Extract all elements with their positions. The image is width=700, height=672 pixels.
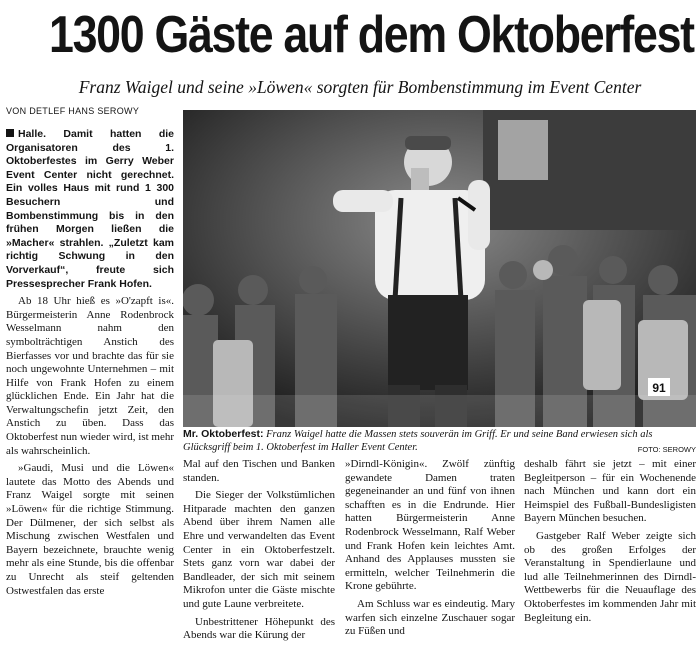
byline: VON DETLEF HANS SEROWY bbox=[6, 106, 140, 116]
paragraph: deshalb fährt sie jetzt – mit einer Begleitperson – für ein Wochenende nach München und kann dort ein Heimspiel des Fußball-Bundesligisten Bayern München besuchen. bbox=[524, 458, 696, 525]
article-column-2 bbox=[183, 458, 335, 668]
crowd-photo-icon bbox=[183, 110, 696, 427]
table-number-badge: 91 bbox=[652, 381, 666, 395]
article-column-1 bbox=[6, 128, 174, 668]
paragraph: Unbestrittener Höhepunkt des Abends war die Kürung der bbox=[183, 615, 335, 642]
caption-lead: Mr. Oktoberfest: bbox=[183, 428, 264, 440]
paragraph: Ab 18 Uhr hieß es »O'zapft is«. Bürgermeisterin Anne Rodenbrock Wesselmann nahm den symbolträchtigen Anstich des Bierfasses vor und brachte das für sie noch ungewohnte Unternehmen – mit Hilfe von Frank Hofen zu einem glücklichen Ende. Ein Jahr hat die Verwaltungschefin jetzt Zeit, den Anstich zu üben. Dass das Oktoberfest nun wieder wird, ist mehr als wahrscheinlich. bbox=[6, 295, 174, 457]
paragraph: Gastgeber Ralf Weber zeigte sich ob des großen Erfolges der Veranstaltung in Spendierlaune und lud alle Teilnehmerinnen des Dirndl-Wettbewerbs für die Neuauflage des Oktoberfestes im kommenden Jahr mit Begleitung ein. bbox=[524, 529, 696, 624]
photo-caption bbox=[183, 428, 696, 456]
lead-paragraph: Halle. Damit hatten die Organisatoren des 1. Oktoberfestes im Gerry Weber Event Center nicht gerechnet. Ein volles Haus mit rund 1 300 Besuchern und Bombenstimmung bis in den frühen Morgen ließen die »Macher« strahlen. „Zuletzt kam richtig Schwung in den Vorverkauf“, freute sich Pressesprecher Frank Hofen. bbox=[6, 128, 174, 290]
bullet-square-icon bbox=[6, 129, 14, 137]
photo-credit: FOTO: SEROWY bbox=[637, 445, 696, 454]
paragraph: »Dirndl-Königin«. Zwölf zünftig gewandete Damen traten gegeneinander an und fünf von ihnen schafften es in die Endrunde. Hier hatten Bürgermeisterin Anne Rodenbrock Wesselmann, Ralf Weber und Frank Hofen kein leichtes Amt. Anhand des Applauses mussten sie ermitteln, welcher Teilnehmerin die Krone gebührte. bbox=[345, 458, 515, 593]
paragraph: Am Schluss war es eindeutig. Mary warfen sich einzelne Zuschauer sogar zu Füßen und bbox=[345, 597, 515, 638]
event-photo bbox=[183, 110, 696, 427]
paragraph: »Gaudi, Musi und die Löwen« lautete das Motto des Abends und Franz Waigel sorgte mit seinen »Löwen« für die richtige Stimmung. Der Dülmener, der sich selbst als Mischung zwischen Westfalen und Bayern bezeichnete, brauchte wenig mehr als eine Stunde, bis die offenbar zu Unrecht als steif geltenden Ostwestfalen das erste bbox=[6, 462, 174, 597]
subheadline: Franz Waigel und seine »Löwen« sorgten für Bombenstimmung im Event Center bbox=[78, 77, 642, 97]
caption-text: Franz Waigel hatte die Massen stets souverän im Griff. Er und seine Band erwiesen sich als Glücksgriff beim 1. Oktoberfest im Haller Event Center. bbox=[183, 429, 653, 453]
article-column-4 bbox=[524, 458, 696, 668]
paragraph: Mal auf den Tischen und Banken standen. bbox=[183, 458, 335, 484]
headline: 1300 Gäste auf dem Oktoberfest bbox=[49, 6, 694, 64]
paragraph: Die Sieger der Volkstümlichen Hitparade machten den ganzen Abend über ihrem Namen alle Ehre und verwandelten das Event Center in ein Oktoberfestzelt. Stets ganz vorn war dabei der Bandleader, der sich mit seinem Mikrofon unter die Gäste mischte und gute Laune verbreitete. bbox=[183, 489, 335, 610]
article-column-3 bbox=[345, 458, 515, 668]
